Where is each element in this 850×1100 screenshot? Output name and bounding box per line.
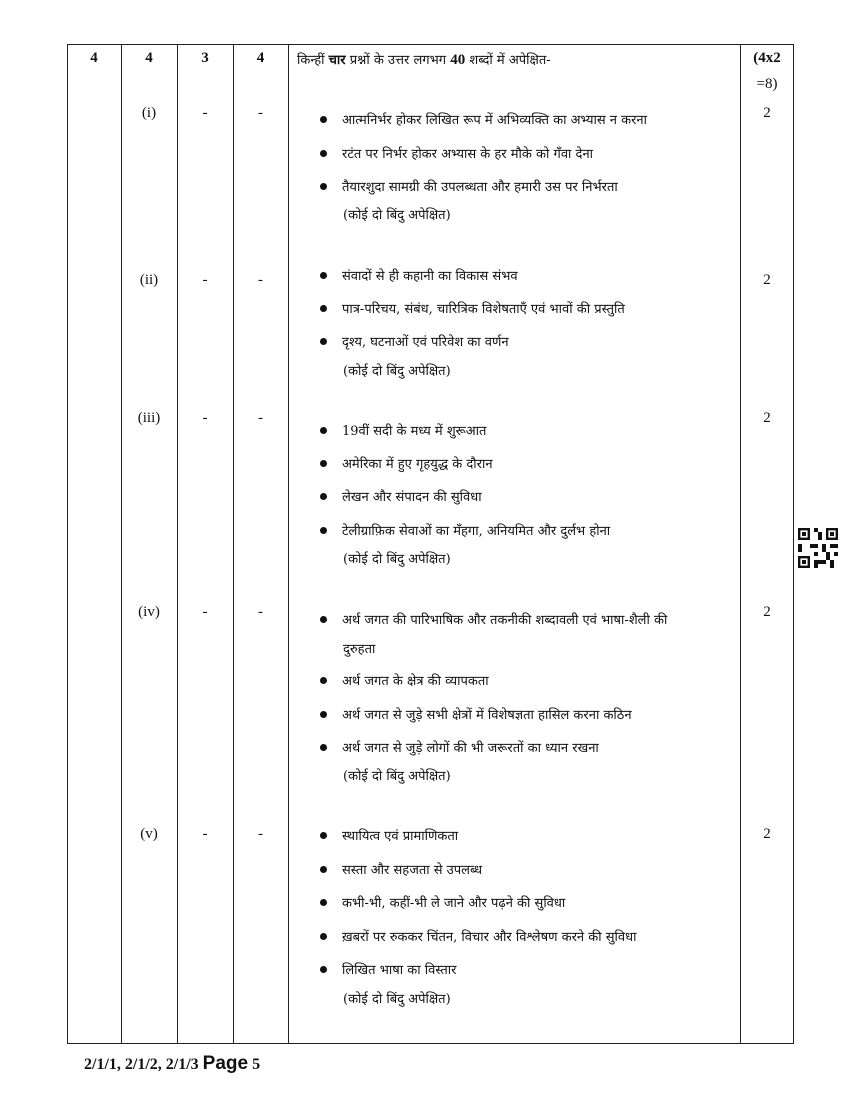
marks-cell: 2 (763, 410, 771, 426)
question-label-iv: (iv) (138, 604, 160, 620)
question-label-ii: (ii) (139, 272, 159, 288)
table-divider (121, 44, 122, 1044)
dash-cell: - (202, 272, 208, 288)
table-divider (740, 44, 741, 1044)
note-text: (कोई दो बिंदु अपेक्षित) (343, 992, 451, 1007)
question-label-i: (i) (141, 105, 157, 121)
note-text: (कोई दो बिंदु अपेक्षित) (343, 208, 451, 223)
marks-cell: 2 (763, 826, 771, 842)
marks-total-line2: =8) (756, 76, 778, 92)
question-label-v: (v) (140, 826, 158, 842)
dash-cell: - (258, 410, 263, 426)
table-divider (288, 44, 289, 1044)
table-divider (177, 44, 178, 1044)
header-col-1: 4 (90, 50, 98, 66)
dash-cell: - (202, 826, 208, 842)
continuation-text: दुरुहता (343, 642, 376, 657)
header-col-4: 4 (256, 50, 265, 66)
qr-code-icon (798, 528, 838, 568)
dash-cell: - (202, 604, 208, 620)
dash-cell: - (202, 105, 208, 121)
page-footer: 2/1/1, 2/1/2, 2/1/3 Page 5 (84, 1053, 261, 1074)
dash-cell: - (258, 826, 263, 842)
dash-cell: - (202, 410, 208, 426)
table-divider (233, 44, 234, 1044)
marks-total-line1: (4x2 (753, 50, 781, 66)
marks-cell: 2 (763, 604, 771, 620)
marks-cell: 2 (763, 272, 771, 288)
dash-cell: - (258, 604, 263, 620)
instruction-text: किन्हीं चार प्रश्नों के उत्तर लगभग 40 शब्दों में अपेक्षित- (297, 52, 551, 68)
dash-cell: - (258, 272, 263, 288)
note-text: (कोई दो बिंदु अपेक्षित) (343, 769, 451, 784)
note-text: (कोई दो बिंदु अपेक्षित) (343, 552, 451, 567)
marks-cell: 2 (763, 105, 771, 121)
dash-cell: - (258, 105, 263, 121)
header-col-3: 3 (201, 50, 209, 66)
question-label-iii: (iii) (137, 410, 161, 426)
note-text: (कोई दो बिंदु अपेक्षित) (343, 364, 451, 379)
header-col-2: 4 (145, 50, 153, 66)
